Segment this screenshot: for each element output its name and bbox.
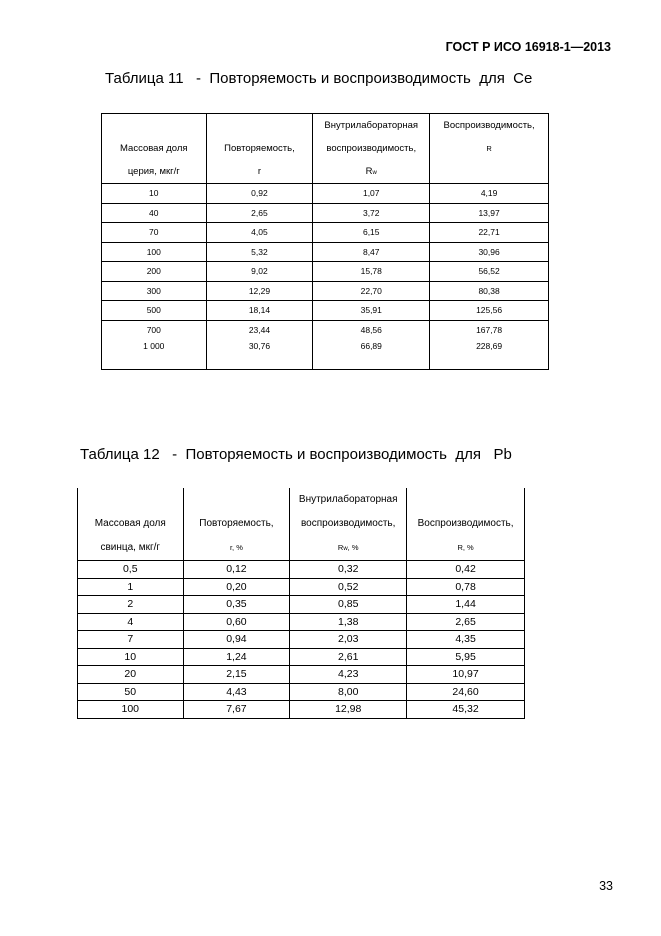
cell-mass-fraction: 0,5 [78, 561, 184, 579]
cell-mass-fraction: 7 [78, 631, 184, 649]
table-row [102, 242, 549, 262]
cell-intralab-reproducibility: 2,61 [290, 648, 407, 666]
cell-intralab-reproducibility: 35,91 [313, 301, 430, 321]
cell-repeatability: 4,43 [183, 683, 290, 701]
cell-mass-fraction: 300 [102, 281, 207, 301]
cell-repeatability: 30,76 [206, 339, 313, 370]
cell-intralab-reproducibility: 66,89 [313, 339, 430, 370]
cell-reproducibility: 4,19 [430, 184, 549, 204]
cell-mass-fraction: 40 [102, 203, 207, 223]
table-row [78, 648, 525, 666]
cell-reproducibility: 10,97 [407, 666, 525, 684]
cell-intralab-reproducibility: 0,85 [290, 596, 407, 614]
table-row [78, 683, 525, 701]
table-11-header-reproducibility: Воспроизводимость, R [430, 114, 549, 184]
cell-mass-fraction: 4 [78, 613, 184, 631]
cell-repeatability: 0,94 [183, 631, 290, 649]
cell-reproducibility: 2,65 [407, 613, 525, 631]
cell-repeatability: 9,02 [206, 262, 313, 282]
table-row [78, 666, 525, 684]
cell-intralab-reproducibility: 6,15 [313, 223, 430, 243]
cell-repeatability: 0,60 [183, 613, 290, 631]
cell-mass-fraction: 100 [78, 701, 184, 719]
cell-reproducibility: 4,35 [407, 631, 525, 649]
cell-repeatability: 4,05 [206, 223, 313, 243]
cell-reproducibility: 30,96 [430, 242, 549, 262]
cell-reproducibility: 0,42 [407, 561, 525, 579]
cell-mass-fraction: 500 [102, 301, 207, 321]
cell-repeatability: 0,92 [206, 184, 313, 204]
cell-repeatability: 2,15 [183, 666, 290, 684]
table-row [102, 320, 549, 339]
table-12-header-repeatability: Повторяемость, r, % [183, 488, 290, 561]
cell-intralab-reproducibility: 0,32 [290, 561, 407, 579]
cell-intralab-reproducibility: 48,56 [313, 320, 430, 339]
cell-mass-fraction: 1 [78, 578, 184, 596]
table-row [78, 701, 525, 719]
cell-repeatability: 2,65 [206, 203, 313, 223]
table-row [78, 561, 525, 579]
table-11-header-repeatability: Повторяемость, r [206, 114, 313, 184]
cell-intralab-reproducibility: 1,07 [313, 184, 430, 204]
table-row [78, 578, 525, 596]
table-12-header-reproducibility: Воспроизводимость, R, % [407, 488, 525, 561]
table-12 [77, 488, 525, 719]
cell-reproducibility: 22,71 [430, 223, 549, 243]
table-row [78, 631, 525, 649]
cell-reproducibility: 167,78 [430, 320, 549, 339]
cell-intralab-reproducibility: 1,38 [290, 613, 407, 631]
document-code: ГОСТ Р ИСО 16918-1—2013 [445, 40, 611, 54]
cell-repeatability: 7,67 [183, 701, 290, 719]
cell-repeatability: 1,24 [183, 648, 290, 666]
cell-reproducibility: 1,44 [407, 596, 525, 614]
cell-mass-fraction: 70 [102, 223, 207, 243]
cell-intralab-reproducibility: 2,03 [290, 631, 407, 649]
cell-mass-fraction: 2 [78, 596, 184, 614]
cell-reproducibility: 13,97 [430, 203, 549, 223]
cell-repeatability: 23,44 [206, 320, 313, 339]
cell-intralab-reproducibility: 0,52 [290, 578, 407, 596]
cell-mass-fraction: 200 [102, 262, 207, 282]
table-row [78, 596, 525, 614]
cell-reproducibility: 125,56 [430, 301, 549, 321]
cell-mass-fraction: 10 [78, 648, 184, 666]
cell-mass-fraction: 1 000 [102, 339, 207, 370]
cell-reproducibility: 228,69 [430, 339, 549, 370]
table-row [102, 184, 549, 204]
table-row [102, 339, 549, 370]
cell-mass-fraction: 10 [102, 184, 207, 204]
cell-mass-fraction: 700 [102, 320, 207, 339]
table-row [102, 301, 549, 321]
cell-intralab-reproducibility: 4,23 [290, 666, 407, 684]
table-12-header-mass-fraction: Массовая доля свинца, мкг/г [78, 488, 184, 561]
cell-intralab-reproducibility: 15,78 [313, 262, 430, 282]
table-11-header-mass-fraction: Массовая доля церия, мкг/г [102, 114, 207, 184]
cell-intralab-reproducibility: 8,00 [290, 683, 407, 701]
cell-intralab-reproducibility: 12,98 [290, 701, 407, 719]
table-11-caption: Таблица 11 - Повторяемость и воспроизводимость для Ce [105, 70, 533, 87]
cell-reproducibility: 56,52 [430, 262, 549, 282]
table-row [102, 262, 549, 282]
table-12-caption: Таблица 12 - Повторяемость и воспроизводимость для Pb [80, 446, 512, 463]
table-11-header-row [102, 114, 549, 184]
cell-reproducibility: 5,95 [407, 648, 525, 666]
cell-reproducibility: 45,32 [407, 701, 525, 719]
cell-mass-fraction: 100 [102, 242, 207, 262]
cell-repeatability: 12,29 [206, 281, 313, 301]
table-row [102, 203, 549, 223]
cell-repeatability: 0,12 [183, 561, 290, 579]
cell-intralab-reproducibility: 3,72 [313, 203, 430, 223]
page-number: 33 [599, 879, 613, 893]
cell-reproducibility: 80,38 [430, 281, 549, 301]
table-row [102, 281, 549, 301]
table-11-header-intralab-reproducibility: Внутрилабораторная воспроизводимость, Rw [313, 114, 430, 184]
cell-reproducibility: 0,78 [407, 578, 525, 596]
cell-mass-fraction: 50 [78, 683, 184, 701]
cell-repeatability: 18,14 [206, 301, 313, 321]
table-11 [101, 113, 549, 370]
table-12-header-intralab-reproducibility: Внутрилабораторная воспроизводимость, Rw, % [290, 488, 407, 561]
cell-repeatability: 5,32 [206, 242, 313, 262]
table-row [78, 613, 525, 631]
table-12-header-row [78, 488, 525, 561]
cell-intralab-reproducibility: 22,70 [313, 281, 430, 301]
cell-reproducibility: 24,60 [407, 683, 525, 701]
cell-repeatability: 0,20 [183, 578, 290, 596]
cell-repeatability: 0,35 [183, 596, 290, 614]
table-row [102, 223, 549, 243]
cell-mass-fraction: 20 [78, 666, 184, 684]
cell-intralab-reproducibility: 8,47 [313, 242, 430, 262]
